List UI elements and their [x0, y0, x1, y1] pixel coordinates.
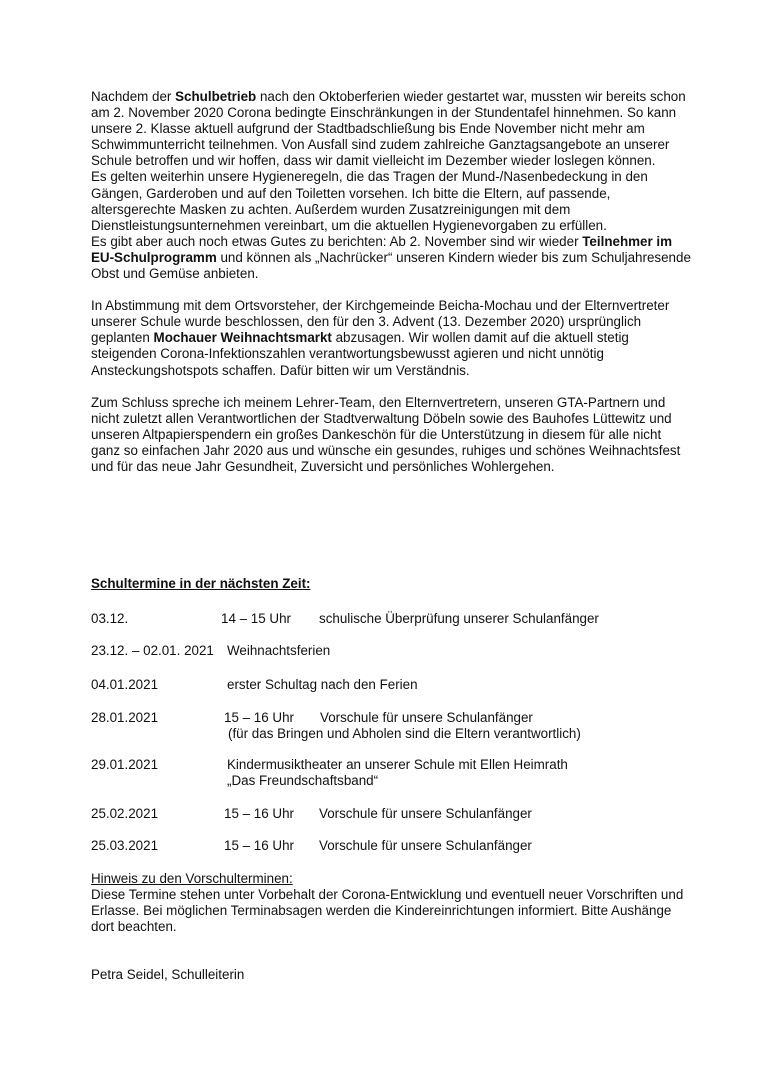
bold-text: Schulbetrieb: [175, 89, 257, 104]
text: Es gibt aber auch noch etwas Gutes zu berichten: Ab 2. November sind wir wieder: [91, 233, 583, 249]
schedule-date: 23.12. – 02.01. 2021: [91, 643, 214, 658]
text: nach den Oktoberferien wieder gestartet war, mussten wir bereits schon am 2. November 2020 Corona bedingte Einschränkungen in der Stundentafel hinnehmen. So kann unsere 2. Klasse aktuell aufgrund der Stadtbadschließung bis Ende November nicht mehr am Schwimmunterricht teilnehmen. Von Ausfall sind zudem zahlreiche Ganztagsangebote an unserer Schule betroffen und wir hoffen, dass wir damit vielleicht im Dezember wieder loslegen können.: [91, 89, 686, 169]
schedule-description-note: (für das Bringen und Abholen sind die Eltern verantwortlich): [228, 726, 581, 741]
schedule-description: Vorschule für unsere Schulanfänger: [319, 806, 532, 821]
signature: Petra Seidel, Schulleiterin: [91, 967, 245, 982]
schedule-time: 15 – 16 Uhr: [224, 710, 294, 725]
schedule-date: 28.01.2021: [91, 710, 159, 725]
schedule-date: 29.01.2021: [91, 757, 159, 772]
paragraph-school-operations: [91, 89, 691, 169]
schedule-date: 25.03.2021: [91, 838, 159, 853]
paragraph-hygiene: Es gelten weiterhin unsere Hygieneregeln, die das Tragen der Mund-/Nasenbedeckung in den Gängen, Garderoben und auf den Toiletten vorsehen. Ich bitte die Eltern, auf passende, altersgerechte Masken zu achten. Außerdem wurden Zusatzreinigungen mit dem Dienstleistungsunternehmen vereinbart, um die aktuellen Hygienevorgaben zu erfüllen.: [91, 169, 648, 233]
paragraph-eu-program: [91, 234, 691, 282]
hint-text: Diese Termine stehen unter Vorbehalt der Corona-Entwicklung und eventuell neuer Vorschriften und Erlasse. Bei möglichen Terminabsagen werden die Kindereinrichtungen informiert. Bitte Aushänge dort beachten.: [91, 887, 684, 935]
paragraph-christmas-market: [91, 298, 691, 378]
bold-text: Teilnehmer im EU-Schulprogramm: [91, 233, 673, 265]
schedule-date: 25.02.2021: [91, 806, 159, 821]
schedule-description-note: „Das Freundschaftsband“: [227, 773, 379, 788]
text: In Abstimmung mit dem Ortsvorsteher, der Kirchgemeinde Beicha-Mochau und der Elternvertreter unserer Schule wurde beschlossen, den für den 3. Advent (13. Dezember 2020) ursprünglich geplanten: [91, 298, 670, 346]
schedule-heading: Schultermine in der nächsten Zeit:: [91, 576, 311, 591]
schedule-date: 04.01.2021: [91, 677, 159, 692]
schedule-description: Kindermusiktheater an unserer Schule mit Ellen Heimrath: [227, 757, 568, 772]
schedule-description: erster Schultag nach den Ferien: [227, 677, 418, 692]
bold-text: Mochauer Weihnachtsmarkt: [153, 330, 332, 346]
text: abzusagen. Wir wollen damit auf die aktuell stetig steigenden Corona-Infektionszahlen verantwortungsbewusst agieren und nicht unnötig Ansteckungshotspots schaffen. Dafür bitten wir um Verständnis.: [91, 330, 629, 378]
schedule-description: Vorschule für unsere Schulanfänger: [319, 838, 532, 853]
schedule-time: 15 – 16 Uhr: [224, 806, 294, 821]
schedule-description: Weihnachtsferien: [227, 643, 331, 658]
text: Nachdem der: [91, 89, 176, 104]
schedule-description: schulische Überprüfung unserer Schulanfänger: [319, 611, 599, 626]
hint-title: Hinweis zu den Vorschulterminen:: [91, 871, 293, 886]
paragraph-thanks: Zum Schluss spreche ich meinem Lehrer-Team, den Elternvertretern, unseren GTA-Partnern und nicht zuletzt allen Verantwortlichen der Stadtverwaltung Döbeln sowie des Bauhofes Lüttewitz und unseren Altpapierspendern ein großes Dankeschön für die Unterstützung in diesem für alle nicht ganz so einfachen Jahr 2020 aus und wünsche ein gesundes, ruhiges und schönes Weihnachtsfest und für das neue Jahr Gesundheit, Zuversicht und persönliches Wohlergehen.: [91, 394, 681, 474]
schedule-time: 15 – 16 Uhr: [224, 838, 294, 853]
text: und können als „Nachrücker“ unseren Kindern wieder bis zum Schuljahresende Obst und Gemüse anbieten.: [91, 249, 691, 282]
schedule-description: Vorschule für unsere Schulanfänger: [320, 710, 533, 725]
schedule-date: 03.12.: [91, 611, 129, 626]
schedule-time: 14 – 15 Uhr: [221, 611, 291, 626]
letter-body: [91, 89, 691, 475]
